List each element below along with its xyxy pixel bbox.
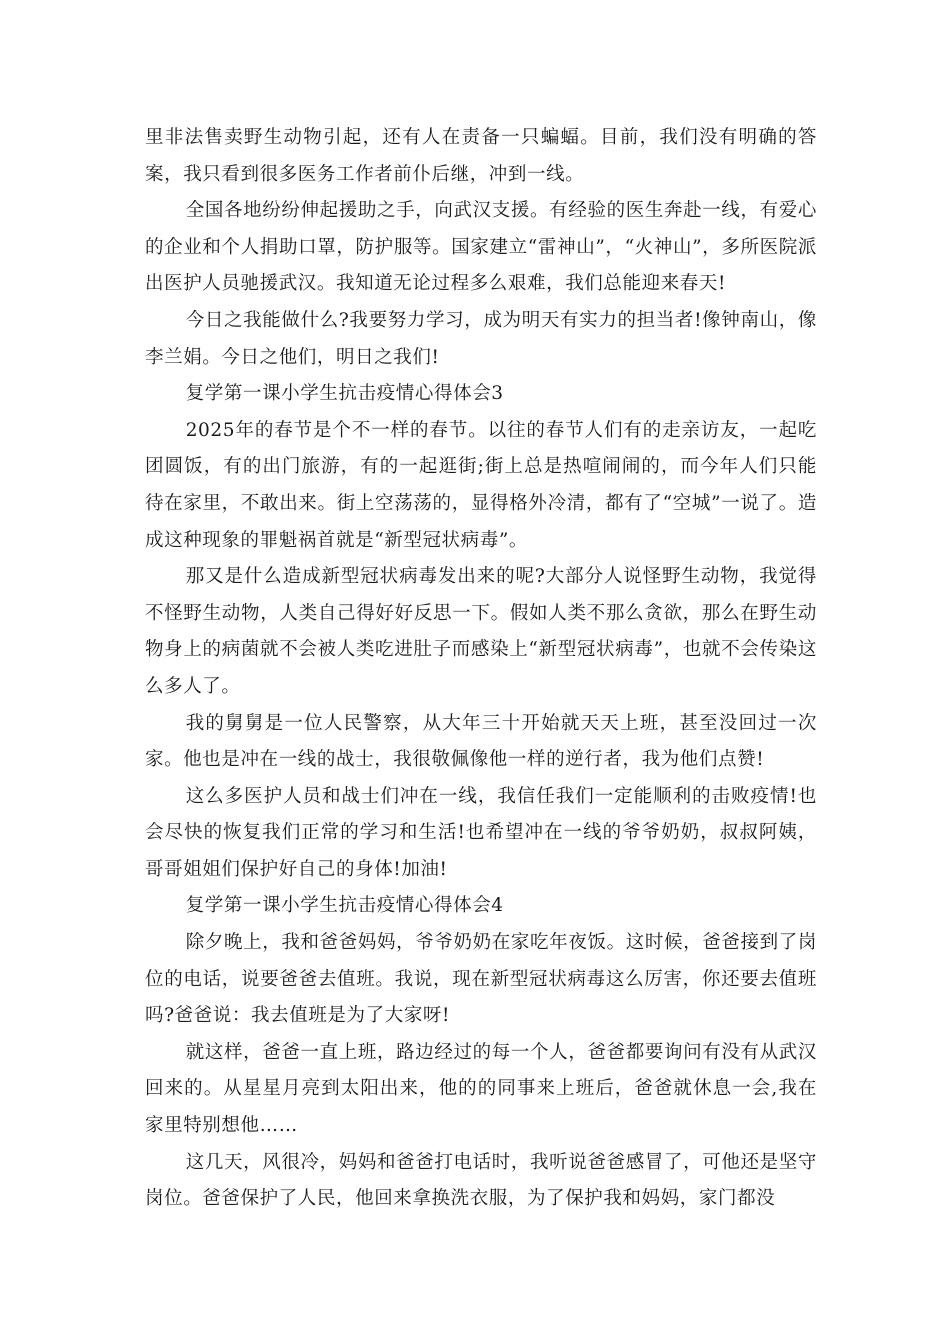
paragraph: 这几天，风很冷，妈妈和爸爸打电话时，我听说爸爸感冒了，可他还是坚守岗位。爸爸保护了人民，他回来拿换洗衣服，为了保护我和妈妈，家门都没 [145,1151,817,1210]
section-heading: 复学第一课小学生抗击疫情心得体会3 [185,383,504,405]
paragraph: 我的舅舅是一位人民警察，从大年三十开始就天天上班，甚至没回过一次家。他也是冲在一线的战士，我很敬佩像他一样的逆行者，我为他们点赞! [145,712,817,771]
paragraph: 全国各地纷纷伸起援助之手，向武汉支援。有经验的医生奔赴一线，有爱心的企业和个人捐助口罩，防护服等。国家建立“雷神山”，“火神山”，多所医院派出医护人员驰援武汉。我知道无论过程多么艰难，我们总能迎来春天! [145,200,817,295]
paragraph: 里非法售卖野生动物引起，还有人在责备一只蝙蝠。目前，我们没有明确的答案，我只看到很多医务工作者前仆后继，冲到一线。 [145,127,817,185]
paragraph: 这么多医护人员和战士们冲在一线，我信任我们一定能顺利的击败疫情!也会尽快的恢复我们正常的学习和生活!也希望冲在一线的爷爷奶奶，叔叔阿姨，哥哥姐姐们保护好自己的身体!加油! [145,785,817,880]
paragraph: 今日之我能做什么?我要努力学习，成为明天有实力的担当者!像钟南山，像李兰娟。今日之他们，明日之我们! [145,309,817,368]
section-heading: 复学第一课小学生抗击疫情心得体会4 [185,895,504,917]
paragraph: 2025年的春节是个不一样的春节。以往的春节人们有的走亲访友，一起吃团圆饭，有的出门旅游，有的一起逛街;街上总是热喧闹闹的，而今年人们只能待在家里，不敢出来。街上空荡荡的，显得格外冷清，都有了“空城”一说了。造成这种现象的罪魁祸首就是“新型冠状病毒”。 [145,419,817,551]
paragraph: 那又是什么造成新型冠状病毒发出来的呢?大部分人说怪野生动物，我觉得不怪野生动物，人类自己得好好反思一下。假如人类不那么贪欲，那么在野生动物身上的病菌就不会被人类吃进肚子而感染上“新型冠状病毒”，也就不会传染这么多人了。 [145,566,817,697]
document-body [145,120,817,1218]
paragraph: 除夕晚上，我和爸爸妈妈，爷爷奶奶在家吃年夜饭。这时候，爸爸接到了岗位的电话，说要爸爸去值班。我说，现在新型冠状病毒这么厉害，你还要去值班吗?爸爸说：我去值班是为了大家呀! [145,932,817,1027]
paragraph: 就这样，爸爸一直上班，路边经过的每一个人，爸爸都要询问有没有从武汉回来的。从星星月亮到太阳出来，他的的同事来上班后，爸爸就休息一会,我在家里特别想他…… [145,1041,817,1137]
